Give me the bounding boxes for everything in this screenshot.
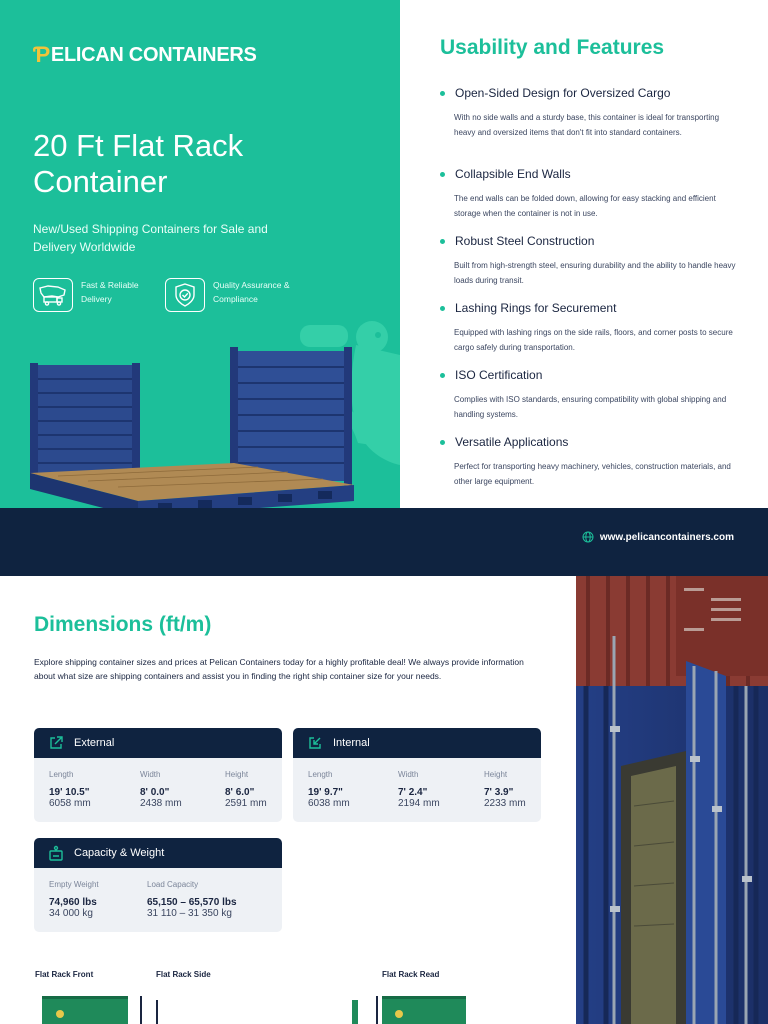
feature-title: Open-Sided Design for Oversized Cargo — [455, 86, 671, 100]
dimension-mm: 2233 mm — [484, 798, 526, 809]
truck-icon — [33, 278, 73, 312]
pelican-logo-icon: Ƥ — [33, 42, 50, 67]
bullet-icon — [440, 172, 445, 177]
card-title: Capacity & Weight — [74, 847, 165, 859]
dimension-mm: 6038 mm — [308, 798, 350, 809]
flat-rack-front-drawing — [40, 994, 170, 1024]
capacity-cell — [49, 880, 99, 919]
bullet-icon — [440, 91, 445, 96]
footer-bar — [0, 508, 768, 576]
feature-description: Built from high-strength steel, ensuring durability and the ability to handle heavy loads during transit. — [454, 261, 736, 285]
brand-name: ELICAN CONTAINERS — [50, 43, 257, 66]
feature-item — [440, 84, 740, 165]
capacity-lbs: 74,960 lbs — [49, 897, 97, 908]
card-title: Internal — [333, 737, 370, 749]
side-view-label: Flat Rack Side — [156, 970, 211, 979]
features-panel — [400, 0, 768, 508]
quality-badge-label: Quality Assurance & Compliance — [213, 280, 290, 304]
dimension-mm: 6058 mm — [49, 798, 91, 809]
card-title: External — [74, 737, 115, 749]
globe-icon — [582, 531, 594, 543]
card-header — [34, 728, 282, 758]
card-header — [293, 728, 541, 758]
bullet-icon — [440, 440, 445, 445]
feature-description: Complies with ISO standards, ensuring compatibility with global shipping and handling systems. — [454, 395, 727, 419]
dimension-label: Length — [308, 770, 333, 779]
flat-rack-container-image — [28, 345, 358, 508]
website-url: www.pelicancontainers.com — [599, 531, 734, 543]
shield-check-icon — [165, 278, 205, 312]
delivery-badge — [33, 278, 161, 312]
internal-arrow-icon — [307, 735, 323, 751]
capacity-kg: 31 110 – 31 350 kg — [147, 908, 232, 919]
brand-logo[interactable] — [33, 42, 257, 68]
website-link[interactable] — [582, 531, 734, 543]
dimension-feet: 8' 6.0" — [225, 787, 255, 798]
feature-item — [440, 232, 740, 299]
feature-title: Versatile Applications — [455, 435, 569, 449]
quality-badge — [165, 278, 293, 312]
dimension-feet: 7' 2.4" — [398, 787, 428, 798]
capacity-weight-card — [34, 838, 282, 932]
external-dimensions-card — [34, 728, 282, 822]
hero-subtitle: New/Used Shipping Containers for Sale and Delivery Worldwide — [33, 222, 268, 254]
hero-panel — [0, 0, 400, 508]
dimension-feet: 19' 10.5" — [49, 787, 90, 798]
feature-item — [440, 366, 740, 433]
container-photo — [576, 576, 768, 1024]
dimension-mm: 2194 mm — [398, 798, 440, 809]
front-view-label: Flat Rack Front — [35, 970, 94, 979]
features-heading: Usability and Features — [440, 36, 665, 59]
dimension-feet: 19' 9.7" — [308, 787, 343, 798]
dimension-label: Width — [140, 770, 161, 779]
dimension-feet: 7' 3.9" — [484, 787, 514, 798]
feature-item — [440, 165, 740, 232]
features-list — [440, 84, 740, 500]
dimensions-intro: Explore shipping container sizes and prices at Pelican Containers today for a highly profitable deal! We always provide information about what size are shipping containers and assist you in finding the right ship container size for your needs. — [34, 657, 524, 681]
dimension-mm: 2438 mm — [140, 798, 182, 809]
feature-title: Robust Steel Construction — [455, 234, 595, 248]
capacity-kg: 34 000 kg — [49, 908, 93, 919]
dimension-mm: 2591 mm — [225, 798, 267, 809]
capacity-label: Empty Weight — [49, 880, 99, 889]
bullet-icon — [440, 306, 445, 311]
dimension-cell — [49, 770, 91, 809]
feature-description: The end walls can be folded down, allowing for easy stacking and efficient storage when the container is not in use. — [454, 194, 716, 218]
card-header — [34, 838, 282, 868]
dimension-cell — [398, 770, 440, 809]
capacity-label: Load Capacity — [147, 880, 199, 889]
feature-description: Perfect for transporting heavy machinery, vehicles, construction materials, and other large equipment. — [454, 462, 731, 486]
feature-title: Collapsible End Walls — [455, 167, 571, 181]
feature-item — [440, 299, 740, 366]
dimension-cell — [225, 770, 267, 809]
rear-view-label: Flat Rack Read — [382, 970, 440, 979]
dimension-label: Height — [484, 770, 508, 779]
capacity-cell — [147, 880, 237, 919]
dimension-label: Length — [49, 770, 74, 779]
capacity-lbs: 65,150 – 65,570 lbs — [147, 897, 237, 908]
dimension-cell — [484, 770, 526, 809]
bullet-icon — [440, 373, 445, 378]
bullet-icon — [440, 239, 445, 244]
feature-item — [440, 433, 740, 500]
feature-description: With no side walls and a sturdy base, this container is ideal for transporting heavy and oversized items that don't fit into standard containers. — [454, 113, 720, 137]
dimension-cell — [308, 770, 350, 809]
dimension-feet: 8' 0.0" — [140, 787, 170, 798]
feature-title: Lashing Rings for Securement — [455, 301, 617, 315]
feature-title: ISO Certification — [455, 368, 543, 382]
delivery-badge-label: Fast & Reliable Delivery — [81, 280, 139, 304]
dimensions-heading: Dimensions (ft/m) — [34, 613, 212, 636]
dimension-label: Width — [398, 770, 419, 779]
external-arrow-icon — [48, 735, 64, 751]
page-title: 20 Ft Flat Rack Container — [33, 128, 244, 199]
flat-rack-rear-drawing — [352, 994, 472, 1024]
dimension-label: Height — [225, 770, 249, 779]
weight-icon — [48, 845, 64, 861]
internal-dimensions-card — [293, 728, 541, 822]
feature-description: Equipped with lashing rings on the side rails, floors, and corner posts to secure cargo safely during transportation. — [454, 328, 733, 352]
dimension-cell — [140, 770, 182, 809]
